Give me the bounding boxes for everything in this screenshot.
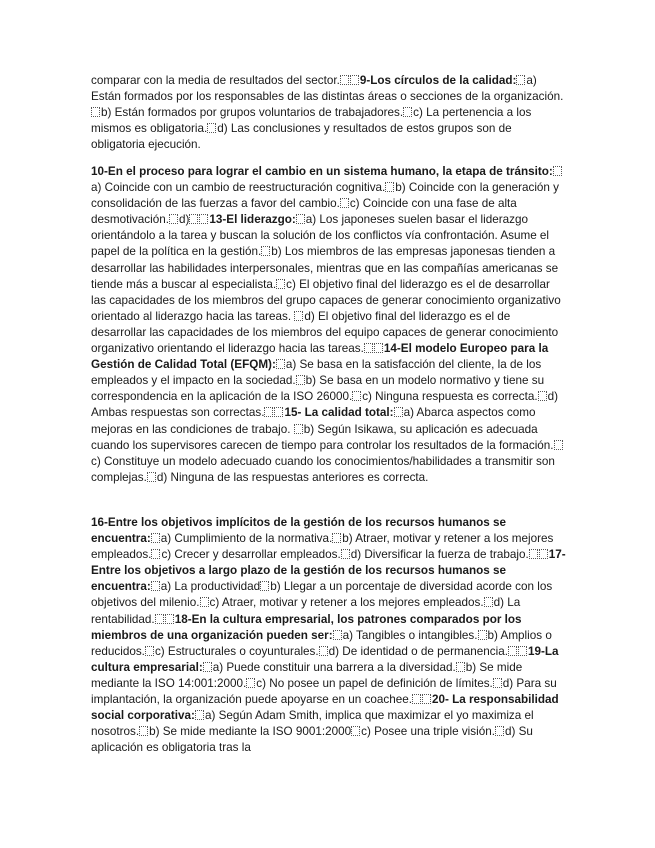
missing-glyph-icon (412, 694, 421, 704)
missing-glyph-icon (203, 662, 212, 672)
question-heading: 15- La calidad total: (284, 406, 394, 420)
missing-glyph-icon (529, 549, 538, 559)
missing-glyph-icon (145, 646, 154, 656)
answer-text: a) La productividad (160, 580, 261, 594)
answer-text: b) Se mide mediante la ISO 9001:2000 (149, 725, 352, 739)
missing-glyph-icon (332, 533, 341, 543)
answer-text: d) Ninguna de las respuestas anteriores es correcta. (156, 470, 429, 484)
missing-glyph-icon (207, 123, 216, 133)
missing-glyph-icon (403, 107, 412, 117)
missing-glyph-icon (139, 726, 148, 736)
missing-glyph-icon (260, 581, 269, 591)
question-heading: 13-El liderazgo: (209, 213, 296, 227)
missing-glyph-icon (195, 710, 204, 720)
missing-glyph-icon (296, 375, 305, 385)
missing-glyph-icon (276, 279, 285, 289)
question-heading: 19-La cultura empresarial: (91, 644, 559, 674)
answer-text: b) Coincide con la generación y consolidación de las fuerzas a favor del cambio. (91, 181, 560, 211)
answer-text: c) Constituye un modelo adecuado cuando los conocimientos/habilidades a transmitir son complejas. (91, 454, 555, 484)
missing-glyph-icon (200, 597, 209, 607)
missing-glyph-icon (199, 214, 208, 224)
answer-text: comparar con la media de resultados del sector. (91, 74, 340, 87)
answer-text: c) El objetivo final del liderazgo es el de desarrollar las capacidades de los miembros del grupo capaces de generar conocimiento organizativo orientado al liderazgo hacia las tareas. (91, 277, 561, 323)
missing-glyph-icon (352, 391, 361, 401)
missing-glyph-icon (151, 581, 160, 591)
missing-glyph-icon (169, 214, 178, 224)
missing-glyph-icon (394, 407, 403, 417)
missing-glyph-icon (350, 75, 359, 85)
missing-glyph-icon (538, 391, 547, 401)
answer-text: b) Los miembros de las empresas japonesas tienden a desarrollar las habilidades interpersonales, mientras que en las compañías americanas se tiende más a buscar al especialista. (91, 245, 559, 291)
answer-text: b) Se mide mediante la ISO 14:001:2000. (91, 660, 523, 690)
answer-text: c) Atraer, motivar y retener a los mejores empleados. (209, 596, 484, 610)
answer-text: b) Según Isikawa, su aplicación es adecuada cuando los supervisores carecen de tiempo para controlar los resultados de la formación. (91, 422, 554, 452)
missing-glyph-icon (261, 246, 270, 256)
answer-text: a) Cumplimiento de la normativa. (160, 532, 333, 546)
missing-glyph-icon (374, 343, 383, 353)
missing-glyph-icon (508, 646, 517, 656)
missing-glyph-icon (276, 359, 285, 369)
question-heading: 14-El modelo Europeo para la Gestión de Calidad Total (EFQM): (91, 342, 549, 372)
missing-glyph-icon (147, 472, 156, 482)
missing-glyph-icon (456, 662, 465, 672)
missing-glyph-icon (484, 597, 493, 607)
question-heading: 9-Los círculos de la calidad: (359, 74, 517, 87)
missing-glyph-icon (294, 424, 303, 434)
missing-glyph-icon (422, 694, 431, 704)
answer-text: d) Ambas respuestas son correctas. (91, 390, 559, 420)
answer-text: d) Su aplicación es obligatoria tras la (91, 725, 533, 755)
missing-glyph-icon (294, 311, 303, 321)
answer-text: a) Coincide con un cambio de reestructuración cognitiva. (91, 181, 386, 195)
question-heading: 20- La responsabilidad social corporativa: (91, 693, 559, 723)
question-heading: 18-En la cultura empresarial, los patrones comparados por los miembros de una organización pueden ser: (91, 612, 522, 642)
answer-text: a) Tangibles o intangibles. (342, 628, 478, 642)
answer-text: c) La pertenencia a los mismos es obligatoria. (91, 106, 532, 136)
answer-text: d) El objetivo final del liderazgo es el de desarrollar las capacidades de los miembros del equipo capaces de generar conocimiento organizativo orientando el liderazgo hacia las tareas. (91, 309, 559, 356)
missing-glyph-icon (478, 630, 487, 640)
missing-glyph-icon (189, 214, 198, 224)
answer-text: c) Crecer y desarrollar empleados. (161, 548, 341, 562)
answer-text: b) Están formados por grupos voluntarios de trabajadores. (101, 106, 404, 120)
answer-text: c) No posee un papel de definición de límites. (256, 676, 493, 690)
missing-glyph-icon (165, 614, 174, 624)
missing-glyph-icon (495, 726, 504, 736)
question-heading: 10-En el proceso para lograr el cambio en un sistema humano, la etapa de tránsito: (91, 165, 553, 178)
answer-text: d) Diversificar la fuerza de trabajo. (350, 548, 529, 562)
answer-text: d) Las conclusiones y resultados de estos grupos son de obligatoria ejecución. (91, 122, 512, 152)
missing-glyph-icon (340, 198, 349, 208)
missing-glyph-icon (493, 678, 502, 688)
answer-text: d) Para su implantación, la organización puede apoyarse en un coachee. (91, 676, 557, 707)
paragraph-questions-16-20 (91, 515, 566, 756)
missing-glyph-icon (91, 107, 100, 117)
missing-glyph-icon (554, 440, 563, 450)
answer-text: b) Amplios o reducidos. (91, 628, 552, 658)
answer-text: a) Abarca aspectos como mejoras en las condiciones de trabajo. (91, 406, 536, 436)
answer-text: a) Los japoneses suelen basar el liderazgo orientándolo a la tarea y buscan la solución de los conflictos vía confrontación. Asume el papel de la política en la gestión. (91, 213, 550, 259)
answer-text: a) Puede constituir una barrera a la diversidad. (212, 660, 456, 674)
paragraph-questions-10-15 (91, 164, 566, 486)
answer-text: d) (178, 213, 190, 227)
missing-glyph-icon (274, 407, 283, 417)
answer-text: b) Atraer, motivar y retener a los mejores empleados. (91, 532, 554, 562)
missing-glyph-icon (518, 646, 527, 656)
missing-glyph-icon (246, 678, 255, 688)
answer-text: c) Ninguna respuesta es correcta. (362, 390, 538, 404)
missing-glyph-icon (385, 182, 394, 192)
question-heading: 16-Entre los objetivos implícitos de la gestión de los recursos humanos se encuentra: (91, 516, 507, 546)
answer-text: c) Coincide con una fase de alta desmotivación. (91, 197, 517, 227)
missing-glyph-icon (151, 549, 160, 559)
missing-glyph-icon (155, 614, 164, 624)
answer-text: b) Se basa en un modelo normativo y tiene su correspondencia en la aplicación de la ISO 26000. (91, 374, 545, 404)
answer-text: a) Según Adam Smith, implica que maximizar el yo maximiza el nosotros. (91, 709, 534, 739)
answer-text: a) Están formados por los responsables de las distintas áreas o secciones de la organización. (91, 74, 564, 104)
answer-text: c) Posee una triple visión. (361, 725, 495, 739)
missing-glyph-icon (264, 407, 273, 417)
missing-glyph-icon (151, 533, 160, 543)
missing-glyph-icon (340, 75, 349, 85)
question-heading: 17-Entre los objetivos a largo plazo de la gestión de los recursos humanos se encuentra: (91, 548, 566, 594)
missing-glyph-icon (539, 549, 548, 559)
answer-text: d) La rentabilidad. (91, 596, 521, 626)
missing-glyph-icon (351, 726, 360, 736)
missing-glyph-icon (553, 166, 562, 176)
missing-glyph-icon (333, 630, 342, 640)
missing-glyph-icon (516, 75, 525, 85)
answer-text: c) Estructurales o coyunturales. (154, 644, 319, 658)
answer-text: d) De identidad o de permanencia. (328, 644, 508, 658)
missing-glyph-icon (319, 646, 328, 656)
answer-text: a) Se basa en la satisfacción del cliente, la de los empleados y el impacto en la sociedad. (91, 358, 542, 388)
missing-glyph-icon (296, 214, 305, 224)
missing-glyph-icon (364, 343, 373, 353)
missing-glyph-icon (341, 549, 350, 559)
answer-text: b) Llegar a un porcentaje de diversidad acorde con los objetivos del milenio. (91, 580, 553, 610)
paragraph-questions-9 (91, 73, 566, 153)
